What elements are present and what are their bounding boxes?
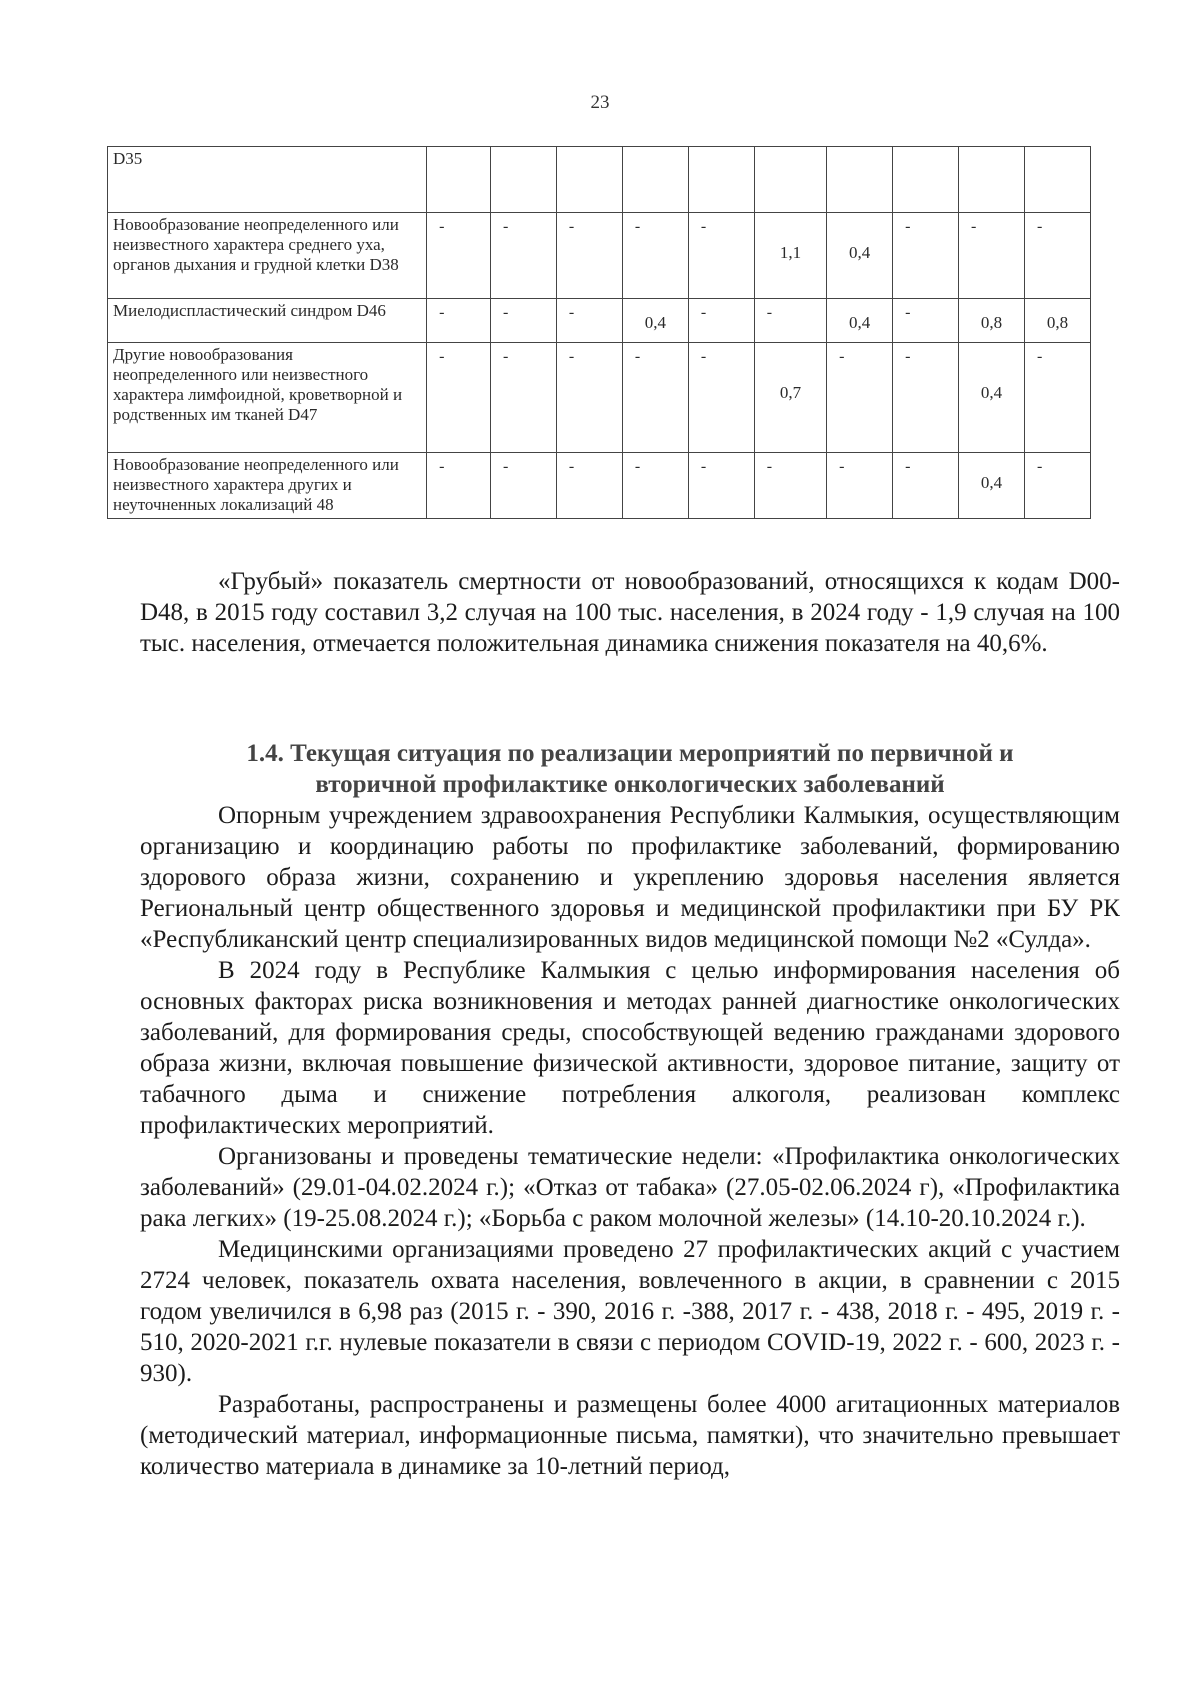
table-cell bbox=[622, 147, 688, 213]
table-cell bbox=[827, 213, 893, 299]
table-cell bbox=[1024, 453, 1090, 519]
section-heading-line-2: вторичной профилактике онкологических заболеваний bbox=[315, 771, 945, 798]
cell-dash: - bbox=[502, 348, 509, 365]
table-cell bbox=[959, 147, 1025, 213]
cell-dash: - bbox=[439, 218, 445, 235]
table-cell bbox=[827, 299, 893, 343]
cell-dash: - bbox=[1036, 218, 1043, 235]
table-cell bbox=[754, 343, 826, 453]
table-cell bbox=[490, 299, 556, 343]
table-cell bbox=[959, 213, 1025, 299]
table-cell bbox=[490, 343, 556, 453]
cell-dash: - bbox=[905, 304, 911, 321]
table-cell bbox=[427, 147, 491, 213]
cell-dash: - bbox=[634, 458, 641, 475]
row-label: Другие новообразования неопределенного или неизвестного характера лимфоидной, кроветворной и родственных им тканей D47 bbox=[108, 343, 427, 453]
cell-dash: - bbox=[1036, 458, 1043, 475]
cell-dash: - bbox=[634, 218, 641, 235]
table-cell bbox=[556, 343, 622, 453]
cell-dash: - bbox=[568, 218, 575, 235]
table-cell bbox=[1024, 147, 1090, 213]
cell-value: 0,8 bbox=[1046, 313, 1069, 332]
data-table bbox=[107, 146, 1091, 519]
section-heading-line-1: 1.4. Текущая ситуация по реализации мероприятий по первичной и bbox=[246, 740, 1014, 767]
cell-dash: - bbox=[439, 458, 445, 475]
table-cell bbox=[622, 343, 688, 453]
table-cell bbox=[622, 213, 688, 299]
table-cell bbox=[556, 299, 622, 343]
table-cell bbox=[754, 453, 826, 519]
page-number: 23 bbox=[590, 92, 610, 113]
table-cell bbox=[827, 453, 893, 519]
table-cell bbox=[754, 213, 826, 299]
cell-dash: - bbox=[568, 304, 575, 321]
table-cell bbox=[1024, 213, 1090, 299]
row-label: Новообразование неопределенного или неизвестного характера среднего уха, органов дыхания и грудной клетки D38 bbox=[108, 213, 427, 299]
table-cell bbox=[556, 213, 622, 299]
table-cell bbox=[490, 147, 556, 213]
table-cell bbox=[427, 343, 491, 453]
row-label: Новообразование неопределенного или неизвестного характера других и неуточненных локализаций 48 bbox=[108, 453, 427, 519]
cell-dash: - bbox=[700, 348, 707, 365]
table-cell bbox=[688, 299, 754, 343]
cell-dash: - bbox=[700, 218, 707, 235]
table-row bbox=[108, 147, 1091, 213]
table-cell bbox=[893, 213, 959, 299]
cell-dash: - bbox=[568, 458, 575, 475]
cell-dash: - bbox=[568, 348, 575, 365]
paragraph-2024-activities: В 2024 году в Республике Калмыкия с целью информирования населения об основных факторах риска возникновения и методах ранней диагностике онкологических заболеваний, для формирования среды, способствующей ведению гражданами здорового образа жизни, включая повышение физической активности, здоровое питание, защиту от табачного дыма и снижение потребления алкоголя, реализован комплекс профилактических мероприятий. bbox=[140, 957, 1120, 1139]
table-cell bbox=[893, 299, 959, 343]
cell-dash: - bbox=[905, 348, 911, 365]
cell-dash: - bbox=[839, 458, 845, 475]
cell-dash: - bbox=[700, 458, 707, 475]
table-cell bbox=[893, 453, 959, 519]
table-cell bbox=[827, 343, 893, 453]
cell-dash: - bbox=[439, 304, 445, 321]
table-cell bbox=[427, 299, 491, 343]
table-row bbox=[108, 343, 1091, 453]
cell-dash: - bbox=[839, 348, 845, 365]
table-cell bbox=[490, 453, 556, 519]
row-label: D35 bbox=[108, 147, 427, 213]
mortality-paragraph-block bbox=[140, 566, 1120, 659]
cell-dash: - bbox=[439, 348, 445, 365]
table-cell bbox=[622, 299, 688, 343]
cell-value: 0,7 bbox=[779, 383, 802, 402]
cell-dash: - bbox=[700, 304, 707, 321]
paragraph-materials: Разработаны, распространены и размещены более 4000 агитационных материалов (методический материал, информационные письма, памятки), что значительно превышает количество материала в динамике за 10-летний период, bbox=[140, 1391, 1120, 1480]
table-cell bbox=[754, 299, 826, 343]
table-cell bbox=[427, 453, 491, 519]
cell-dash: - bbox=[971, 218, 977, 235]
table-row bbox=[108, 453, 1091, 519]
cell-dash: - bbox=[502, 458, 509, 475]
table-row bbox=[108, 299, 1091, 343]
table-cell bbox=[959, 453, 1025, 519]
paragraph-thematic-weeks: Организованы и проведены тематические недели: «Профилактика онкологических заболеваний» (29.01-04.02.2024 г.); «Отказ от табака» (27.05-02.06.2024 г), «Профилактика рака легких» (19-25.08.2024 г.); «Борьба с раком молочной железы» (14.10-20.10.2024 г.). bbox=[140, 1143, 1120, 1232]
cell-dash: - bbox=[634, 348, 641, 365]
section-heading bbox=[140, 738, 1120, 800]
table-row bbox=[108, 213, 1091, 299]
cell-value: 0,4 bbox=[848, 243, 871, 262]
table-cell bbox=[688, 343, 754, 453]
table-cell bbox=[688, 147, 754, 213]
cell-dash: - bbox=[502, 304, 509, 321]
table-cell bbox=[688, 213, 754, 299]
paragraph-prevention-actions: Медицинскими организациями проведено 27 профилактических акций с участием 2724 человек, показатель охвата населения, вовлеченного в акции, в сравнении с 2015 годом увеличился в 6,98 раз (2015 г. - 390, 2016 г. -388, 2017 г. - 438, 2018 г. - 495, 2019 г. - 510, 2020-2021 г.г. нулевые показатели в связи с периодом COVID-19, 2022 г. - 600, 2023 г. - 930). bbox=[140, 1236, 1120, 1387]
table-cell bbox=[556, 147, 622, 213]
cell-dash: - bbox=[766, 304, 773, 321]
row-label: Миелодиспластический синдром D46 bbox=[108, 299, 427, 343]
table-cell bbox=[1024, 343, 1090, 453]
table-cell bbox=[622, 453, 688, 519]
table-cell bbox=[688, 453, 754, 519]
cell-value: 1,1 bbox=[779, 243, 802, 262]
paragraph-organization: Опорным учреждением здравоохранения Республики Калмыкия, осуществляющим организацию и координацию работы по профилактике заболеваний, формированию здорового образа жизни, сохранению и укреплению здоровья населения является Региональный центр общественного здоровья и медицинской профилактики при БУ РК «Республиканский центр специализированных видов медицинской помощи №2 «Сулда». bbox=[140, 802, 1120, 953]
table-cell bbox=[959, 299, 1025, 343]
cell-value: 0,4 bbox=[980, 473, 1003, 492]
cell-dash: - bbox=[502, 218, 509, 235]
cell-dash: - bbox=[766, 458, 773, 475]
cell-value: 0,4 bbox=[644, 313, 666, 332]
table-cell bbox=[893, 147, 959, 213]
cell-dash: - bbox=[1036, 348, 1043, 365]
body-text bbox=[140, 800, 1120, 1482]
cell-dash: - bbox=[905, 218, 911, 235]
cell-dash: - bbox=[905, 458, 911, 475]
table-cell bbox=[959, 343, 1025, 453]
table-cell bbox=[754, 147, 826, 213]
table-cell bbox=[1024, 299, 1090, 343]
table-cell bbox=[556, 453, 622, 519]
table-cell bbox=[490, 213, 556, 299]
table-cell bbox=[827, 147, 893, 213]
table-cell bbox=[427, 213, 491, 299]
cell-value: 0,4 bbox=[980, 383, 1003, 402]
cell-value: 0,4 bbox=[848, 313, 871, 332]
mortality-paragraph: «Грубый» показатель смертности от новообразований, относящихся к кодам D00-D48, в 2015 году составил 3,2 случая на 100 тыс. населения, в 2024 году - 1,9 случая на 100 тыс. населения, отмечается положительная динамика снижения показателя на 40,6%. bbox=[140, 568, 1120, 657]
cell-value: 0,8 bbox=[980, 313, 1003, 332]
table-cell bbox=[893, 343, 959, 453]
